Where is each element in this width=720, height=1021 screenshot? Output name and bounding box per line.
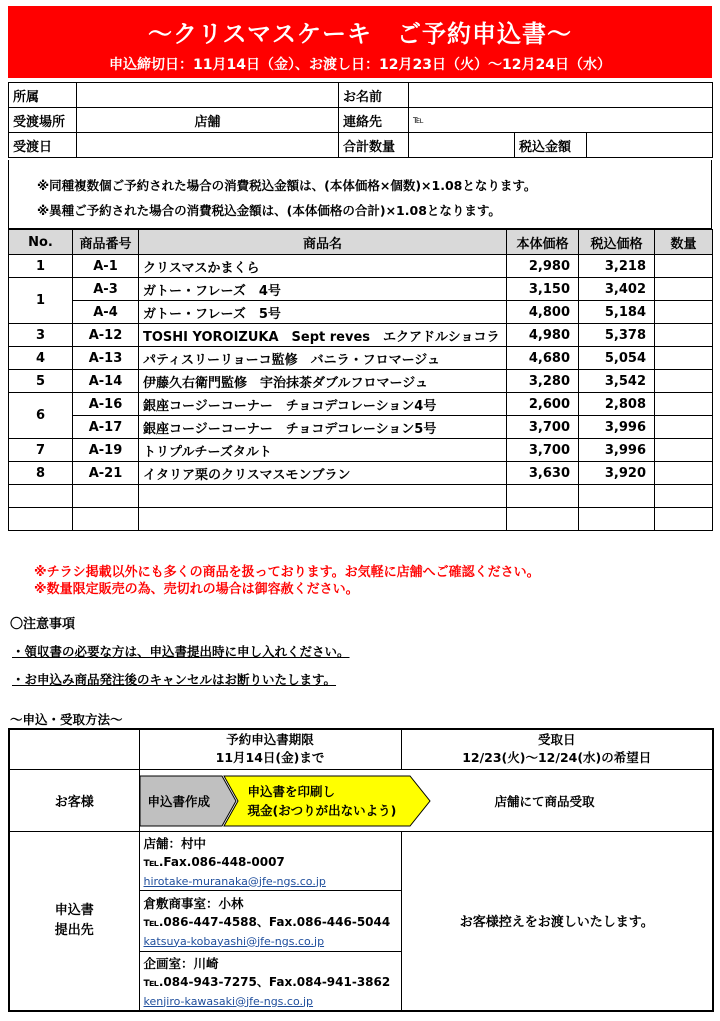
pickup-date-field[interactable] [77, 133, 339, 158]
row-code: A-1 [73, 255, 139, 278]
row-code: A-12 [73, 324, 139, 347]
row-price: 3,700 [507, 439, 579, 462]
method-title: ～申込・受取方法～ [10, 712, 123, 727]
row-tax-price: 5,184 [579, 301, 655, 324]
table-row [9, 301, 713, 324]
row-code: A-14 [73, 370, 139, 393]
affiliation-label: 所属 [9, 83, 77, 108]
table-row [9, 508, 713, 531]
row-tax-price: 3,996 [579, 439, 655, 462]
row-qty-field[interactable] [655, 324, 713, 347]
row-qty-field[interactable] [655, 370, 713, 393]
deadline-label: 予約申込書期限 [226, 732, 314, 748]
receive-value: 12/23(火)～12/24(水)の希望日 [462, 750, 652, 766]
receive-label: 受取日 [537, 732, 576, 748]
row-qty-field[interactable] [655, 508, 713, 531]
row-tax-price: 3,920 [579, 462, 655, 485]
row-price: 3,630 [507, 462, 579, 485]
table-row [9, 439, 713, 462]
caution-title: 〇注意事項 [10, 617, 76, 632]
contact-email-link[interactable]: katsuya-kobayashi@jfe-ngs.co.jp [143, 934, 325, 948]
row-qty-field[interactable] [655, 393, 713, 416]
row-code: A-21 [73, 462, 139, 485]
row-price: 3,700 [507, 416, 579, 439]
contact-email-link[interactable]: hirotake-muranaka@jfe-ngs.co.jp [143, 874, 326, 888]
contact-tel: ℡.084-943-7275、Fax.084-941-3862 [143, 974, 391, 989]
row-qty-field[interactable] [655, 416, 713, 439]
row-qty-field[interactable] [655, 462, 713, 485]
total-qty-field[interactable] [409, 133, 515, 158]
total-price-label: 税込金額 [515, 133, 587, 158]
row-price: 4,680 [507, 347, 579, 370]
row-qty-field[interactable] [655, 301, 713, 324]
affiliation-field[interactable] [77, 83, 339, 108]
product-table [8, 229, 713, 531]
deadline-cell [139, 729, 401, 769]
contact-block [140, 891, 401, 952]
customer-label: お客様 [9, 769, 139, 831]
row-price: 4,980 [507, 324, 579, 347]
name-field[interactable] [409, 83, 713, 108]
row-price: 4,800 [507, 301, 579, 324]
row-product-name: クリスマスかまくら [139, 255, 507, 278]
table-row [9, 393, 713, 416]
step2-label: 申込書を印刷し 現金(おつりが出ないよう) [247, 783, 397, 818]
row-price: 3,150 [507, 278, 579, 301]
contact-tel: ℡.086-447-4588、Fax.086-446-5044 [143, 914, 391, 929]
row-no: 7 [9, 439, 73, 462]
row-no: 5 [9, 370, 73, 393]
table-row [9, 416, 713, 439]
tax-notes [8, 160, 712, 229]
table-row [9, 462, 713, 485]
row-price: 3,280 [507, 370, 579, 393]
row-tax-price: 5,378 [579, 324, 655, 347]
pickup-date-label: 受渡日 [9, 133, 77, 158]
process-arrows [140, 770, 714, 832]
row-product-name: パティスリーリョーコ監修 バニラ・フロマージュ [139, 347, 507, 370]
col-header-no: No. [9, 230, 73, 255]
row-no: 8 [9, 462, 73, 485]
receive-cell [401, 729, 713, 769]
row-no: 4 [9, 347, 73, 370]
col-header-name: 商品名 [139, 230, 507, 255]
deadline-subtitle: 申込締切日：11月14日（金）、お渡し日：12月23日（火）～12月24日（水） [109, 57, 611, 73]
total-price-field[interactable] [587, 133, 713, 158]
col-header-tax-price: 税込価格 [579, 230, 655, 255]
total-qty-label: 合計数量 [339, 133, 409, 158]
row-product-name: トリプルチーズタルト [139, 439, 507, 462]
row-tax-price: 5,054 [579, 347, 655, 370]
customer-info-table [8, 82, 713, 158]
row-product-name: TOSHI YOROIZUKA Sept reves エクアドルショコラ [139, 324, 507, 347]
row-code: A-19 [73, 439, 139, 462]
row-code: A-13 [73, 347, 139, 370]
row-product-name: 伊藤久右衛門監修 宇治抹茶ダブルフロマージュ [139, 370, 507, 393]
row-product-name: ガトー・フレーズ 4号 [139, 278, 507, 301]
row-tax-price: 3,402 [579, 278, 655, 301]
table-row [9, 370, 713, 393]
table-row [9, 347, 713, 370]
deadline-value: 11月14日(金)まで [215, 750, 325, 766]
row-qty-field[interactable] [655, 439, 713, 462]
row-qty-field[interactable] [655, 485, 713, 508]
pickup-place-value[interactable]: 店舗 [77, 108, 339, 133]
row-product-name: 銀座コージーコーナー チョコデコレーション5号 [139, 416, 507, 439]
red-note: ※数量限定販売の為、売切れの場合は御容赦ください。 [34, 582, 359, 597]
header-banner [8, 6, 712, 78]
tax-note: ※同種複数個ご予約された場合の消費税込金額は、(本体価格×個数)×1.08となります。 [37, 178, 537, 193]
row-code: A-3 [73, 278, 139, 301]
contact-name: 倉敷商事室：小林 [143, 895, 244, 911]
row-product-name: イタリア栗のクリスマスモンブラン [139, 462, 507, 485]
caution-item: ・領収書の必要な方は、申込書提出時に申し入れください。 [12, 644, 350, 659]
page-title: ～クリスマスケーキ ご予約申込書～ [147, 20, 573, 48]
row-code: A-17 [73, 416, 139, 439]
contact-block [140, 832, 401, 891]
row-qty-field[interactable] [655, 255, 713, 278]
row-no: 3 [9, 324, 73, 347]
contact-name: 店舗：村中 [143, 835, 207, 851]
row-tax-price: 3,542 [579, 370, 655, 393]
row-tax-price: 3,996 [579, 416, 655, 439]
submit-to-label: 申込書 提出先 [9, 831, 139, 1011]
contact-name: 企画室：川崎 [143, 955, 219, 971]
col-header-qty: 数量 [655, 230, 713, 255]
caution-item: ・お申込み商品発注後のキャンセルはお断りいたします。 [12, 672, 337, 687]
table-row [9, 485, 713, 508]
row-no: 1 [9, 278, 73, 324]
name-label: お名前 [339, 83, 409, 108]
table-row [9, 324, 713, 347]
step3-label: 店舗にて商品受取 [494, 793, 595, 809]
contact-block [140, 952, 401, 1010]
red-note: ※チラシ掲載以外にも多くの商品を扱っております。お気軽に店舗へご確認ください。 [34, 565, 540, 580]
copy-note: お客様控えをお渡しいたします。 [401, 831, 713, 1011]
row-qty-field[interactable] [655, 278, 713, 301]
row-qty-field[interactable] [655, 347, 713, 370]
row-code: A-16 [73, 393, 139, 416]
row-code: A-4 [73, 301, 139, 324]
row-tax-price: 3,218 [579, 255, 655, 278]
contact-tel: ℡.Fax.086-448-0007 [143, 854, 285, 869]
contact-label: 連絡先 [339, 108, 409, 133]
table-row [9, 278, 713, 301]
row-no: 1 [9, 255, 73, 278]
row-no: 6 [9, 393, 73, 439]
contact-email-link[interactable]: kenjiro-kawasaki@jfe-ngs.co.jp [143, 994, 314, 1008]
contacts-cell [139, 831, 401, 1011]
row-tax-price: 2,808 [579, 393, 655, 416]
method-table [8, 728, 714, 1012]
col-header-price: 本体価格 [507, 230, 579, 255]
col-header-code: 商品番号 [73, 230, 139, 255]
tel-field[interactable]: ℡ [409, 108, 713, 133]
row-product-name: 銀座コージーコーナー チョコデコレーション4号 [139, 393, 507, 416]
tax-note: ※異種ご予約された場合の消費税込金額は、(本体価格の合計)×1.08となります。 [37, 203, 501, 218]
row-price: 2,980 [507, 255, 579, 278]
pickup-place-label: 受渡場所 [9, 108, 77, 133]
process-flow [139, 769, 713, 831]
row-product-name: ガトー・フレーズ 5号 [139, 301, 507, 324]
row-price: 2,600 [507, 393, 579, 416]
step1-label: 申込書作成 [147, 793, 211, 809]
table-row [9, 255, 713, 278]
